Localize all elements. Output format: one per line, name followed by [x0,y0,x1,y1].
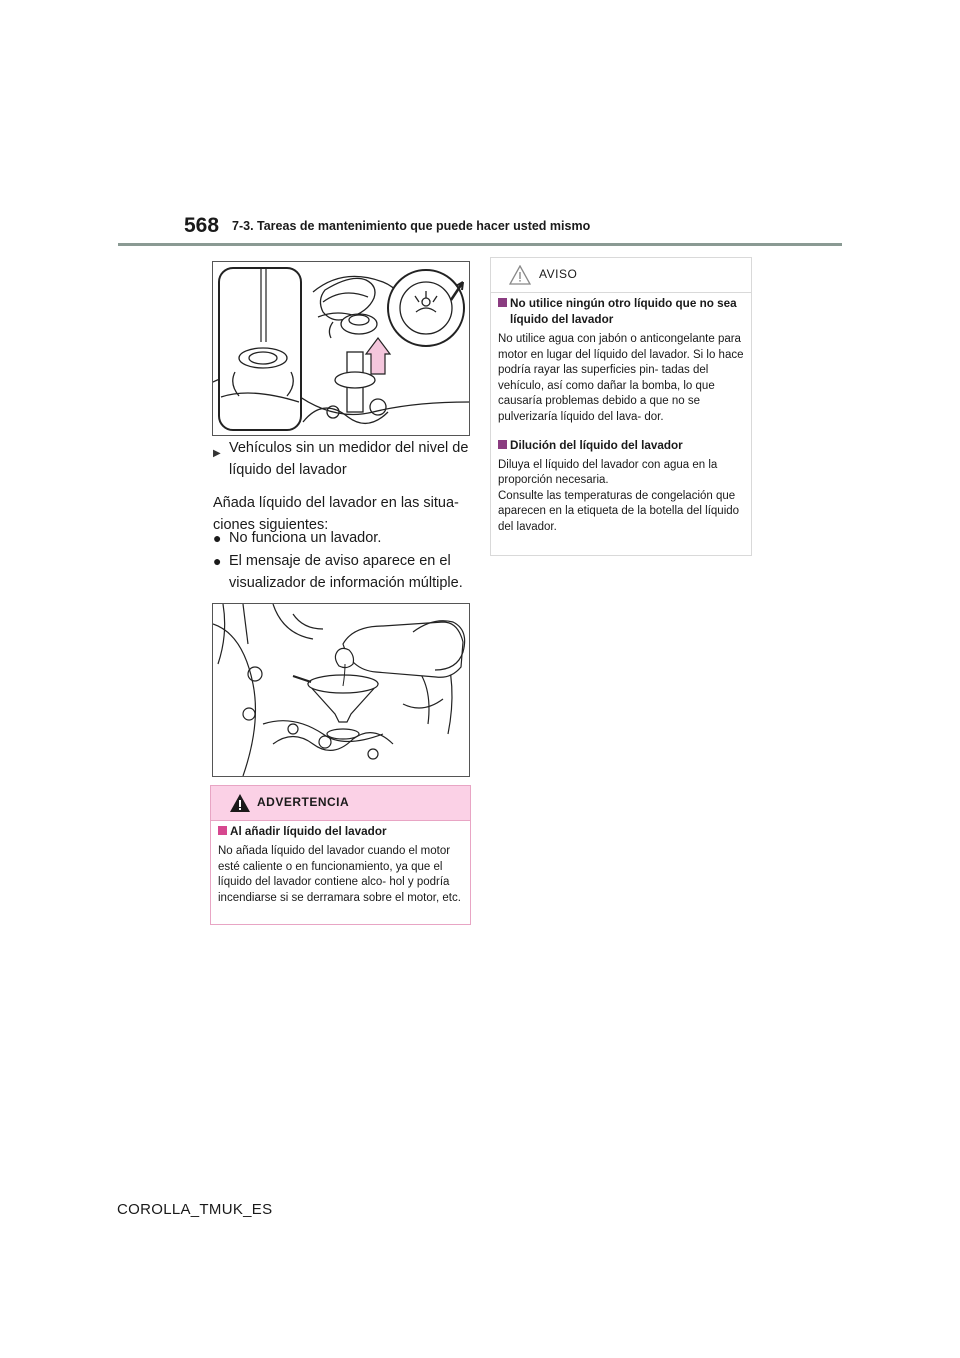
caution-item-heading [498,296,745,328]
bullet-text: El mensaje de aviso aparece en el visualizador de información múltiple. [229,553,463,591]
caution-title: AVISO [539,267,578,281]
square-bullet-icon [218,826,227,835]
warning-heading-text: Al añadir líquido del lavador [230,825,387,838]
intro-paragraph: Añada líquido del lavador en las situa- ciones siguientes: [213,495,459,533]
footer-model-code: COROLLA_TMUK_ES [117,1201,273,1218]
warning-header [211,786,470,821]
warning-item-heading [218,824,464,840]
warning-triangle-icon [229,793,251,813]
subheading [213,437,473,481]
warning-title: ADVERTENCIA [257,795,350,809]
caution-header [491,258,751,293]
square-bullet-icon [498,440,507,449]
bullet-dot-icon: ● [213,530,222,546]
caution-text: Diluya el líquido del lavador con agua en la proporción necesaria. Consulte las temperaturas de congelación que aparecen en la etiqueta de la botella del líquido del lavador. [498,458,740,533]
caution-triangle-icon [509,265,531,285]
warning-box [210,785,471,925]
page-number: 568 [184,214,220,237]
caution-heading-text: No utilice ningún otro líquido que no sea líquido del lavador [510,297,737,326]
bullet-dot-icon: ● [213,553,222,569]
section-title: 7-3. Tareas de mantenimiento que puede hacer usted mismo [232,219,591,233]
pouring-washer-fluid-illustration [212,603,470,777]
square-bullet-icon [498,298,507,307]
caution-box [490,257,752,556]
bullet-item [213,527,475,549]
subheading-text: Vehículos sin un medidor del nivel de líquido del lavador [229,440,469,478]
header-rule [118,243,842,246]
caution-item-heading [498,438,745,454]
warning-text: No añada líquido del lavador cuando el motor esté caliente o en funcionamiento, ya que el líquido del lavador contiene alco- hol y podría incendiarse si se derramara sobre el motor, etc. [218,845,461,904]
arrow-bullet-icon: ▶ [213,448,221,459]
caution-heading-text: Dilución del líquido del lavador [510,438,683,452]
caution-text: No utilice agua con jabón o anticongelante para motor en lugar del líquido del lavador. Si lo hace podría rayar las superficies pin- tadas del vehículo, así como dañar la bomba, lo que causaría problemas debido a que no se pulverizaría líquido del lava- dor. [498,333,744,423]
bullet-text: No funciona un lavador. [229,530,382,546]
bullet-item [213,550,475,594]
washer-cap-illustration [212,261,470,436]
